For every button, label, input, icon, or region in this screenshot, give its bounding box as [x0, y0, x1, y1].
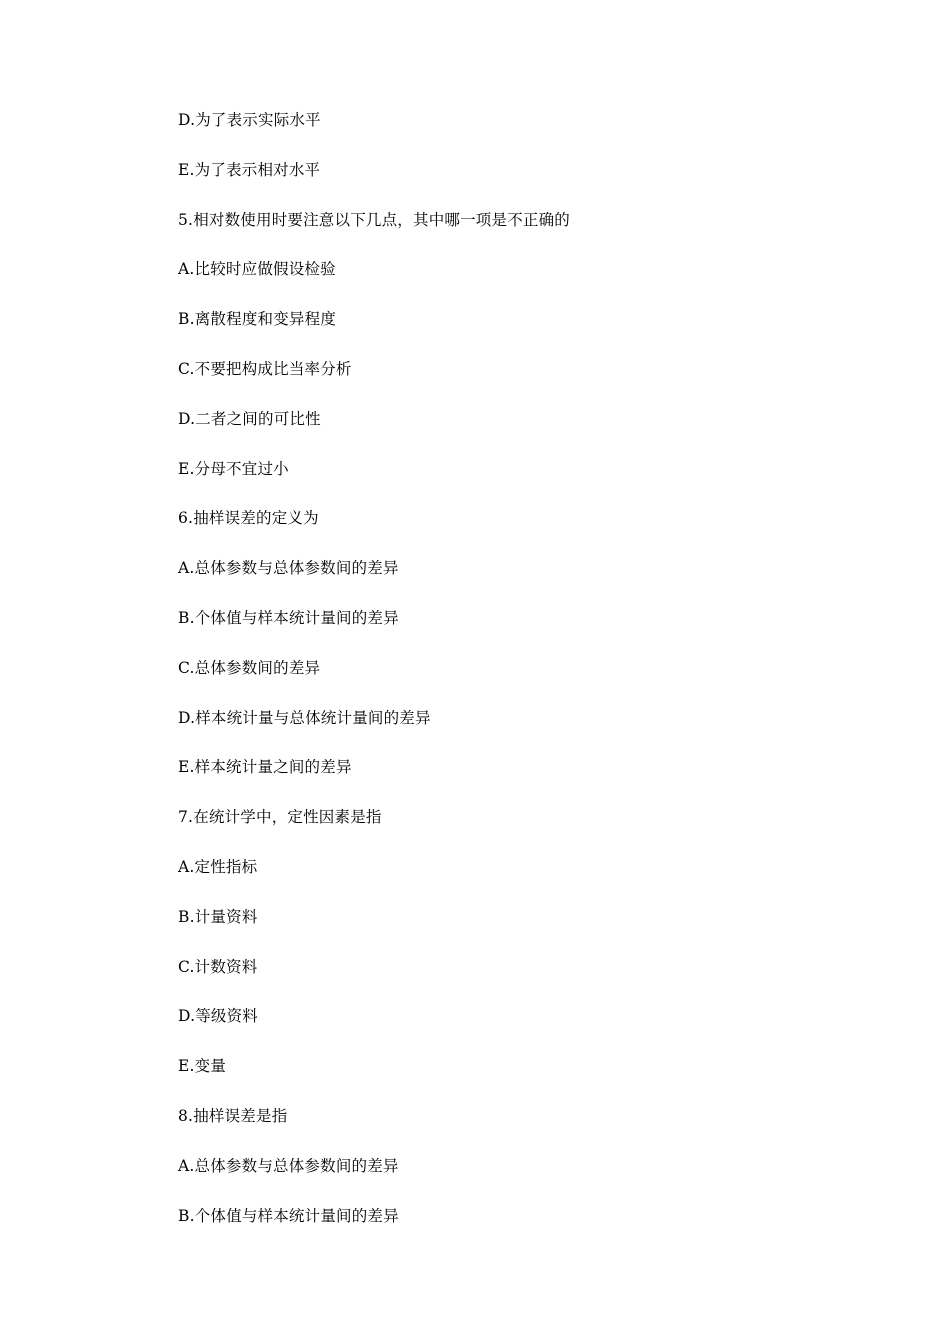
- option-7e: E.变量: [178, 1057, 227, 1076]
- option-7a: A.定性指标: [178, 857, 258, 876]
- option-6c: C.总体参数间的差异: [178, 658, 321, 677]
- option-6e: E.样本统计量之间的差异: [178, 758, 352, 777]
- question-6: 6.抽样误差的定义为: [178, 509, 319, 528]
- option-7b: B.计量资料: [178, 907, 258, 926]
- option-7c: C.计数资料: [178, 957, 258, 976]
- option-6d: D.样本统计量与总体统计量间的差异: [178, 708, 431, 727]
- option-5a: A.比较时应做假设检验: [178, 260, 336, 279]
- option-6b: B.个体值与样本统计量间的差异: [178, 608, 399, 627]
- option-5b: B.离散程度和变异程度: [178, 310, 337, 329]
- option-6a: A.总体参数与总体参数间的差异: [178, 559, 399, 578]
- question-5: 5.相对数使用时要注意以下几点，其中哪一项是不正确的: [178, 210, 570, 229]
- option-8a: A.总体参数与总体参数间的差异: [178, 1156, 399, 1175]
- question-8: 8.抽样误差是指: [178, 1106, 288, 1125]
- option-5e: E.分母不宜过小: [178, 459, 289, 478]
- document-content: [178, 108, 878, 1253]
- question-7: 7.在统计学中，定性因素是指: [178, 808, 382, 827]
- option-5c: C.不要把构成比当率分析: [178, 359, 352, 378]
- option-8b: B.个体值与样本统计量间的差异: [178, 1206, 399, 1225]
- option-4d: D.为了表示实际水平: [178, 111, 321, 129]
- option-4e: E.为了表示相对水平: [178, 160, 321, 179]
- option-5d: D.二者之间的可比性: [178, 409, 321, 428]
- option-7d: D.等级资料: [178, 1007, 259, 1026]
